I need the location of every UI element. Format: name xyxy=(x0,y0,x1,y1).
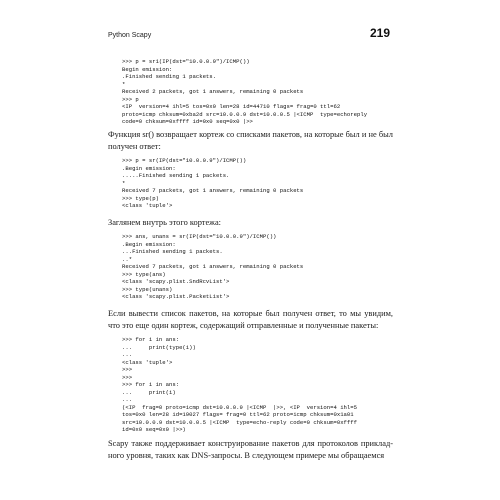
code-block-sr1: >>> p = sr1(IP(dst="10.0.0.9")/ICMP()) Begin emission: .Finished sending 1 packets. * Received 2 packets, got 1 answers, remaining 0 packets >>> p <IP version=4 ihl=5 tos=0x0 len=28 id=44710 flags= frag=0 ttl=62 proto=icmp chksum=0xba2d src=10.0.0.9 dst=10.0.0.5 |<ICMP type=echoreply code=0 chksum=0xffff id=0x0 seq=0x0 |>> xyxy=(122,58,368,125)
running-title: Python Scapy xyxy=(108,32,152,39)
paragraph-sr-returns-tuple: Функция sr() возвращает кортеж со списками пакетов, на которые был и не был получен ответ: xyxy=(108,130,393,151)
code-block-ans-unans: >>> ans, unans = sr(IP(dst="10.0.0.9")/ICMP()) .Begin emission: ...Finished sending 1 packets. ..* Received 7 packets, got 1 answers, remaining 0 packets >>> type(ans) <class 'scapy.plist.SndRcvList'> >>> type(unans) <class 'scapy.plist.PacketList'> xyxy=(122,233,304,300)
code-block-loop-ans: >>> for i in ans: ... print(type(i)) ... <class 'tuple'> >>> >>> >>> for i in ans: ... print(i) ... (<IP frag=0 proto=icmp dst=10.0.0.9 |<ICMP |>>, <IP version=4 ihl=5 tos=0x0 len=28 id=19027 flags= frag=0 ttl=62 proto=icmp chksum=0x1a01 src=10.0.0.9 dst=10.0.0.5 |<ICMP type=echo-reply code=0 chksum=0xffff id=0x0 seq=0x0 |>>) xyxy=(122,336,357,433)
code-block-sr-type: >>> p = sr(IP(dst="10.0.0.9")/ICMP()) .Begin emission: .....Finished sending 1 packets. * Received 7 packets, got 1 answers, remaining 0 packets >>> type(p) <class 'tuple'> xyxy=(122,157,304,209)
page-number: 219 xyxy=(369,26,390,40)
paragraph-answered-list: Если вывести список пакетов, на которые был получен ответ, то мы увидим, что это еще один кортеж, содержащий отправленные и полученные пакеты: xyxy=(108,309,393,330)
paragraph-dns-intro: Scapy также поддерживает конструирование пакетов для протоколов приклад-ного уровня, таких как DNS-запросы. В следующем примере мы обращаемся xyxy=(108,439,393,460)
page-header xyxy=(108,26,390,40)
paragraph-look-inside: Заглянем внутрь этого кортежа: xyxy=(108,218,221,227)
